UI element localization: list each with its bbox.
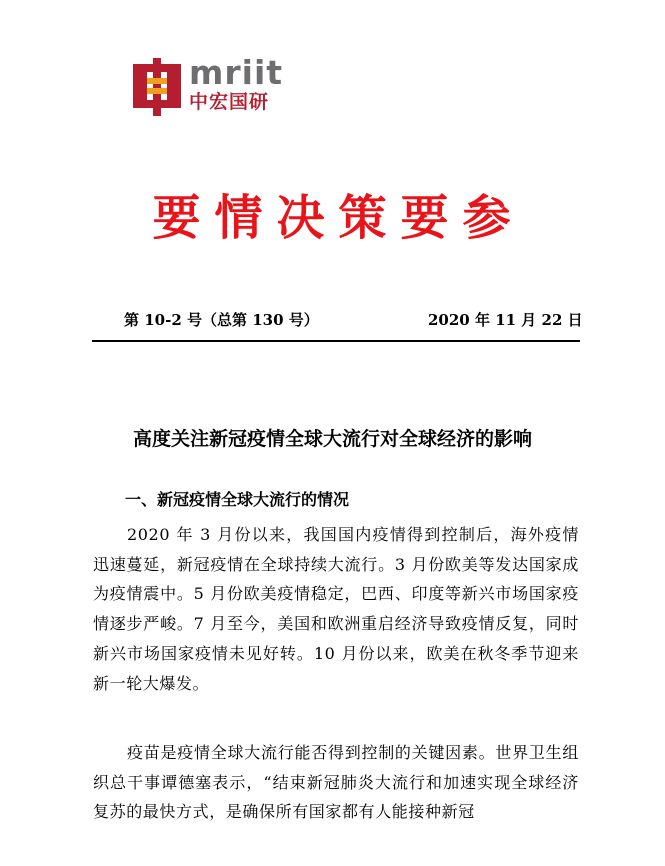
logo-text-en: mriit bbox=[189, 53, 284, 92]
paragraph: 疫苗是疫情全球大流行能否得到控制的关键因素。世界卫生组织总干事谭德塞表示，“结束新冠肺炎大流行和加速实现全球经济复苏的最快方式，是确保所有国家都有人能接种新冠 bbox=[93, 743, 579, 822]
issue-number: 第 10-2 号（总第 130 号） bbox=[124, 311, 319, 329]
issue-date: 2020 年 11 月 22 日 bbox=[428, 311, 583, 329]
logo-text-cn: 中宏国研 bbox=[189, 91, 270, 113]
paragraph: 2020 年 3 月份以来，我国国内疫情得到控制后，海外疫情迅速蔓延，新冠疫情在全球持续大流行。3 月份欧美等发达国家成为疫情震中。5 月份欧美疫情稳定，巴西、印度等新兴市场国家疫情逐步严峻。7 月至今，美国和欧洲重启经济导致疫情反复，同时新兴市场国家疫情未见好转。10 月份以来，欧美在秋冬季节迎来新一轮大爆发。 bbox=[93, 525, 579, 693]
section-heading: 一、新冠疫情全球大流行的情况 bbox=[125, 490, 350, 509]
article-title: 高度关注新冠疫情全球大流行对全球经济的影响 bbox=[132, 428, 532, 450]
brand-logo bbox=[131, 53, 284, 116]
header-divider bbox=[92, 340, 580, 342]
logo-mark-icon bbox=[131, 58, 183, 116]
masthead-title: 要情决策要参 bbox=[152, 190, 525, 246]
